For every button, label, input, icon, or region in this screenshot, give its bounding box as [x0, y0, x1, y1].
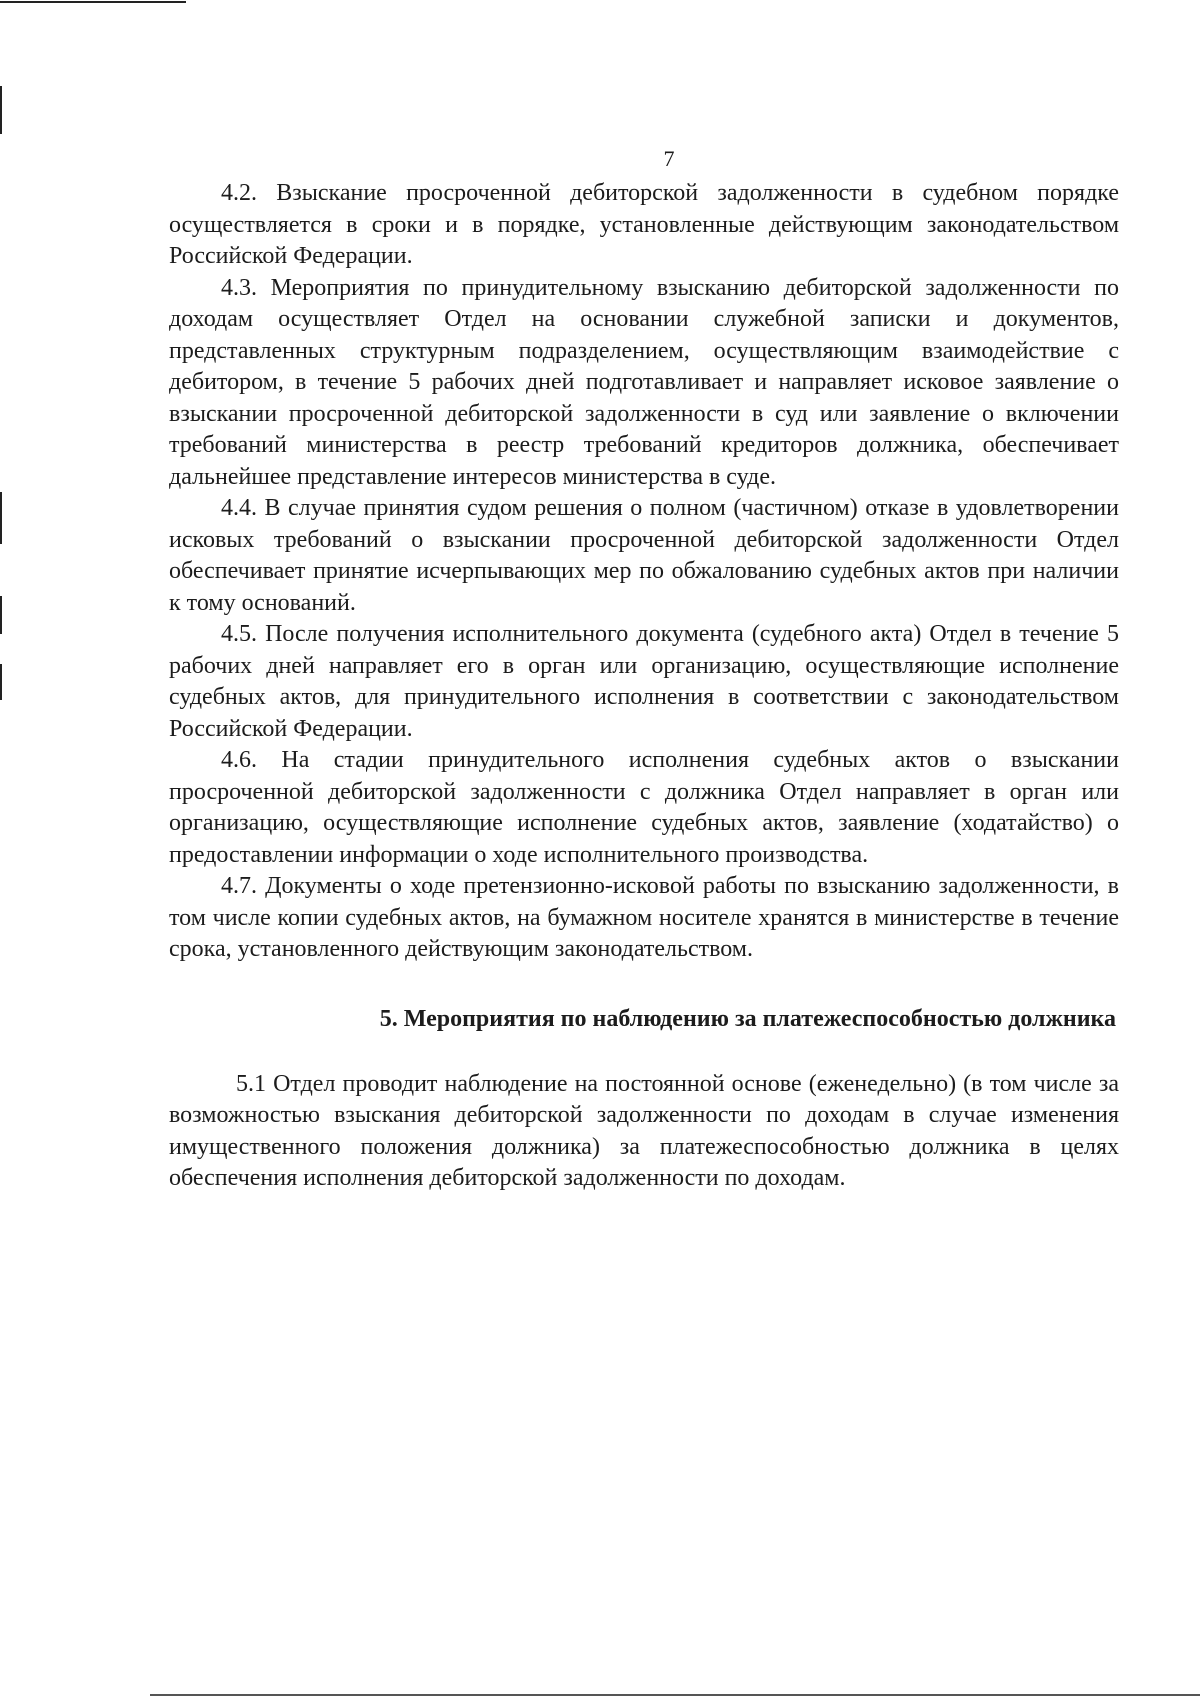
paragraph-4-5: 4.5. После получения исполнительного документа (судебного акта) Отдел в течение 5 рабочих дней направляет его в орган или организацию, осуществляющие исполнение судебных актов, для принудительного исполнения в соответствии с законодательством Российской Федерации.: [169, 621, 1119, 742]
document-body: [169, 178, 1119, 1195]
paragraph-4-2: 4.2. Взыскание просроченной дебиторской задолженности в судебном порядке осуществляется в сроки и в порядке, установленные действующим законодательством Российской Федерации.: [169, 180, 1119, 269]
paragraph-4-6: 4.6. На стадии принудительного исполнения судебных актов о взыскании просроченной дебиторской задолженности с должника Отдел направляет в орган или организацию, осуществляющие исполнение судебных актов, заявление (ходатайство) о предоставлении информации о ходе исполнительного производства.: [169, 747, 1119, 868]
page-number: 7: [663, 146, 675, 171]
scan-top-rule: [0, 1, 186, 3]
paragraph-5-1: 5.1 Отдел проводит наблюдение на постоянной основе (еженедельно) (в том числе за возможностью взыскания дебиторской задолженности по доходам в случае изменения имущественного положения должника) за платежеспособностью должника в целях обеспечения исполнения дебиторской задолженности по доходам.: [169, 1070, 1119, 1191]
section-5-heading: 5. Мероприятия по наблюдению за платежеспособностью должника: [379, 1005, 1116, 1032]
paragraph-4-7: 4.7. Документы о ходе претензионно-исковой работы по взысканию задолженности, в том числе копии судебных актов, на бумажном носителе хранятся в министерстве в течение срока, установленного действующим законодательством.: [169, 873, 1119, 962]
scan-edge-mark: [0, 492, 2, 544]
scan-bottom-rule: [150, 1694, 1200, 1696]
scan-edge-mark: [0, 664, 2, 700]
paragraph-4-3: 4.3. Мероприятия по принудительному взысканию дебиторской задолженности по доходам осуществляет Отдел на основании служебной записки и документов, представленных структурным подразделением, осуществляющим взаимодействие с дебитором, в течение 5 рабочих дней подготавливает и направляет исковое заявление о взыскании просроченной дебиторской задолженности в суд или заявление о включении требований министерства в реестр требований кредиторов должника, обеспечивает дальнейшее представление интересов министерства в суде.: [169, 274, 1119, 490]
scan-edge-mark: [0, 86, 2, 134]
paragraph-4-4: 4.4. В случае принятия судом решения о полном (частичном) отказе в удовлетворении исковых требований о взыскании просроченной дебиторской задолженности Отдел обеспечивает принятие исчерпывающих мер по обжалованию судебных актов при наличии к тому оснований.: [169, 495, 1119, 616]
scan-edge-mark: [0, 596, 2, 634]
